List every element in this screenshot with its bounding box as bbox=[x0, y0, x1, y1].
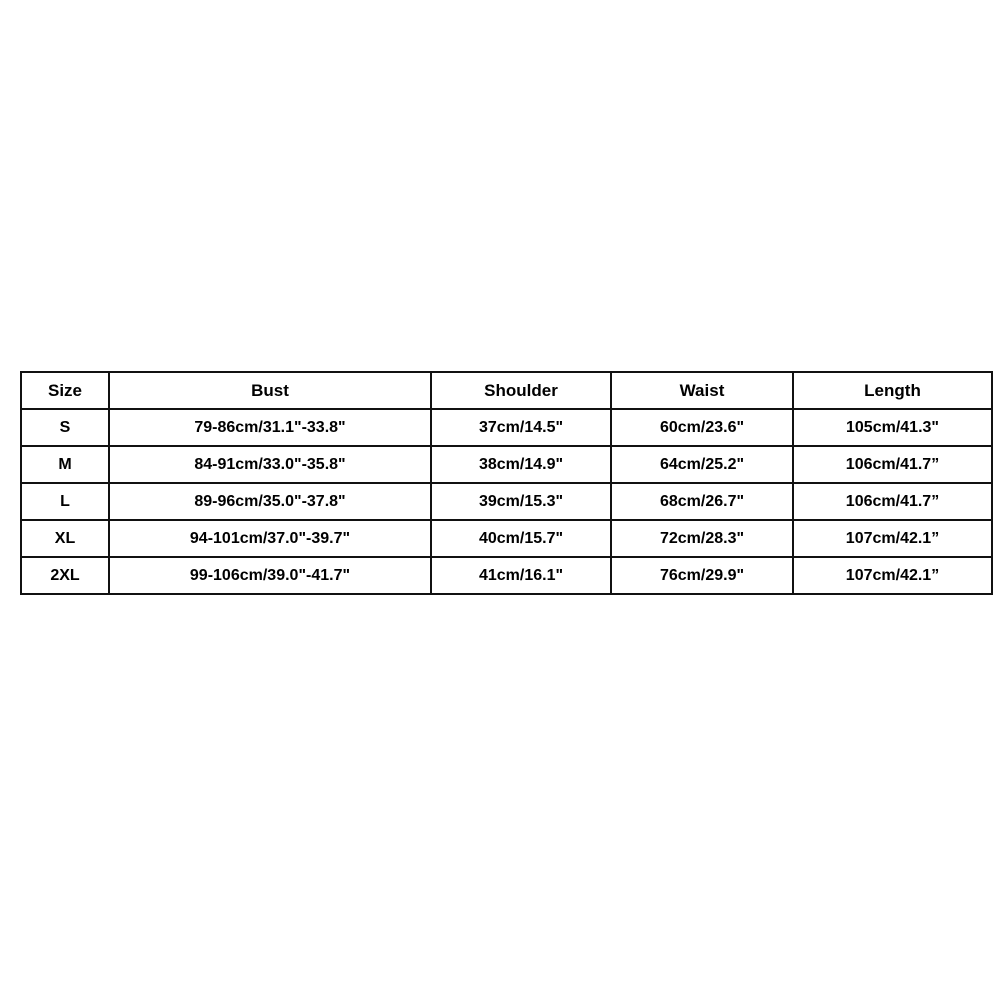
table-row bbox=[21, 520, 992, 557]
table-header-row bbox=[21, 372, 992, 409]
cell-length: 106cm/41.7” bbox=[793, 446, 992, 483]
header-bust: Bust bbox=[109, 372, 431, 409]
cell-size: XL bbox=[21, 520, 109, 557]
table-row bbox=[21, 409, 992, 446]
cell-shoulder: 37cm/14.5" bbox=[431, 409, 611, 446]
cell-length: 107cm/42.1” bbox=[793, 520, 992, 557]
cell-size: M bbox=[21, 446, 109, 483]
header-length: Length bbox=[793, 372, 992, 409]
cell-waist: 68cm/26.7" bbox=[611, 483, 793, 520]
header-waist: Waist bbox=[611, 372, 793, 409]
cell-waist: 72cm/28.3" bbox=[611, 520, 793, 557]
cell-shoulder: 40cm/15.7" bbox=[431, 520, 611, 557]
header-size: Size bbox=[21, 372, 109, 409]
cell-waist: 60cm/23.6" bbox=[611, 409, 793, 446]
cell-length: 107cm/42.1” bbox=[793, 557, 992, 594]
table-row bbox=[21, 483, 992, 520]
cell-shoulder: 38cm/14.9" bbox=[431, 446, 611, 483]
size-chart-table bbox=[20, 371, 993, 595]
cell-length: 106cm/41.7” bbox=[793, 483, 992, 520]
cell-shoulder: 39cm/15.3" bbox=[431, 483, 611, 520]
cell-waist: 64cm/25.2" bbox=[611, 446, 793, 483]
header-shoulder: Shoulder bbox=[431, 372, 611, 409]
cell-bust: 89-96cm/35.0"-37.8" bbox=[109, 483, 431, 520]
cell-size: L bbox=[21, 483, 109, 520]
cell-size: S bbox=[21, 409, 109, 446]
cell-length: 105cm/41.3" bbox=[793, 409, 992, 446]
cell-waist: 76cm/29.9" bbox=[611, 557, 793, 594]
cell-bust: 79-86cm/31.1"-33.8" bbox=[109, 409, 431, 446]
cell-bust: 94-101cm/37.0"-39.7" bbox=[109, 520, 431, 557]
cell-bust: 84-91cm/33.0"-35.8" bbox=[109, 446, 431, 483]
table-row bbox=[21, 557, 992, 594]
cell-shoulder: 41cm/16.1" bbox=[431, 557, 611, 594]
cell-bust: 99-106cm/39.0"-41.7" bbox=[109, 557, 431, 594]
table-row bbox=[21, 446, 992, 483]
cell-size: 2XL bbox=[21, 557, 109, 594]
